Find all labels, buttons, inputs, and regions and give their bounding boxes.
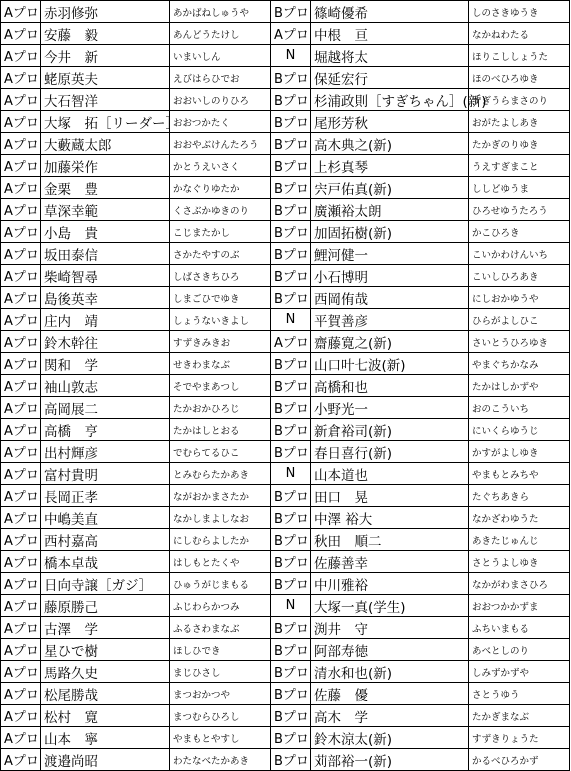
left-name-cell: 渡邉尚昭	[41, 749, 170, 771]
table-row	[1, 177, 570, 199]
right-name-cell: 中澤 裕大	[311, 507, 469, 529]
right-name-cell: 篠崎優希	[311, 1, 469, 23]
table-row	[1, 441, 570, 463]
right-rank-cell: Bプロ	[271, 67, 311, 89]
table-row	[1, 485, 570, 507]
right-name-cell: 小野光一	[311, 397, 469, 419]
left-name-cell: 大塚 拓［リーダー］	[41, 111, 170, 133]
right-kana-cell: ひろせゆうたろう	[469, 199, 570, 221]
table-row	[1, 683, 570, 705]
roster-body	[1, 1, 570, 771]
left-kana-cell: すずきみきお	[170, 331, 271, 353]
left-rank-cell: Aプロ	[1, 1, 41, 23]
table-row	[1, 419, 570, 441]
left-kana-cell: まじひさし	[170, 661, 271, 683]
right-kana-cell: ひらがよしひこ	[469, 309, 570, 331]
left-kana-cell: あかばねしゅうや	[170, 1, 271, 23]
left-name-cell: 藤原勝己	[41, 595, 170, 617]
left-rank-cell: Aプロ	[1, 89, 41, 111]
table-row	[1, 155, 570, 177]
right-rank-cell: N	[271, 45, 311, 67]
left-rank-cell: Aプロ	[1, 749, 41, 771]
left-name-cell: 大石智洋	[41, 89, 170, 111]
right-name-cell: 平賀善彦	[311, 309, 469, 331]
left-kana-cell: えびはらひでお	[170, 67, 271, 89]
table-row	[1, 727, 570, 749]
right-rank-cell: Bプロ	[271, 749, 311, 771]
left-name-cell: 坂田泰信	[41, 243, 170, 265]
left-rank-cell: Aプロ	[1, 485, 41, 507]
right-kana-cell: うえすぎまこと	[469, 155, 570, 177]
right-name-cell: 西岡侑哉	[311, 287, 469, 309]
right-rank-cell: Bプロ	[271, 683, 311, 705]
right-rank-cell: N	[271, 463, 311, 485]
right-kana-cell: やまもとみちや	[469, 463, 570, 485]
right-name-cell: 保延宏行	[311, 67, 469, 89]
right-name-cell: 阿部寿徳	[311, 639, 469, 661]
left-rank-cell: Aプロ	[1, 287, 41, 309]
left-kana-cell: いまいしん	[170, 45, 271, 67]
left-kana-cell: おおつかたく	[170, 111, 271, 133]
left-kana-cell: たかはしとおる	[170, 419, 271, 441]
right-rank-cell: Bプロ	[271, 705, 311, 727]
left-rank-cell: Aプロ	[1, 529, 41, 551]
left-name-cell: 柴崎智尋	[41, 265, 170, 287]
right-rank-cell: N	[271, 595, 311, 617]
right-name-cell: 齋藤寛之(新)	[311, 331, 469, 353]
left-name-cell: 西村嘉高	[41, 529, 170, 551]
left-name-cell: 大藪蔵太郎	[41, 133, 170, 155]
right-rank-cell: Bプロ	[271, 177, 311, 199]
right-name-cell: 加固拓樹(新)	[311, 221, 469, 243]
left-rank-cell: Aプロ	[1, 727, 41, 749]
left-rank-cell: Aプロ	[1, 67, 41, 89]
right-rank-cell: Bプロ	[271, 573, 311, 595]
left-name-cell: 日向寺譲［ガジ］	[41, 573, 170, 595]
right-rank-cell: Bプロ	[271, 1, 311, 23]
table-row	[1, 529, 570, 551]
right-kana-cell: にしおかゆうや	[469, 287, 570, 309]
left-rank-cell: Aプロ	[1, 507, 41, 529]
right-rank-cell: Bプロ	[271, 243, 311, 265]
right-kana-cell: やまぐちかなみ	[469, 353, 570, 375]
left-rank-cell: Aプロ	[1, 419, 41, 441]
right-kana-cell: たかぎのりゆき	[469, 133, 570, 155]
left-kana-cell: わたなべたかあき	[170, 749, 271, 771]
right-rank-cell: Bプロ	[271, 353, 311, 375]
right-kana-cell: かすがよしゆき	[469, 441, 570, 463]
right-name-cell: 宍戸佑真(新)	[311, 177, 469, 199]
left-kana-cell: なかしまよしなお	[170, 507, 271, 529]
right-name-cell: 杉浦政則［すぎちゃん］(新)	[311, 89, 469, 111]
left-kana-cell: まつむらひろし	[170, 705, 271, 727]
table-row	[1, 639, 570, 661]
right-name-cell: 高橋和也	[311, 375, 469, 397]
right-name-cell: 佐藤 優	[311, 683, 469, 705]
right-name-cell: 田口 晃	[311, 485, 469, 507]
right-kana-cell: すずきりょうた	[469, 727, 570, 749]
left-name-cell: 加藤栄作	[41, 155, 170, 177]
left-name-cell: 山本 寧	[41, 727, 170, 749]
left-name-cell: 蛯原英夫	[41, 67, 170, 89]
right-kana-cell: なかざわゆうた	[469, 507, 570, 529]
left-name-cell: 鈴木幹往	[41, 331, 170, 353]
right-name-cell: 清水和也(新)	[311, 661, 469, 683]
left-kana-cell: たかおかひろじ	[170, 397, 271, 419]
right-name-cell: 尾形芳秋	[311, 111, 469, 133]
right-kana-cell: ふちいまもる	[469, 617, 570, 639]
left-name-cell: 今井 新	[41, 45, 170, 67]
left-kana-cell: かとうえいさく	[170, 155, 271, 177]
right-kana-cell: おがたよしあき	[469, 111, 570, 133]
left-kana-cell: かなぐりゆたか	[170, 177, 271, 199]
table-row	[1, 221, 570, 243]
right-name-cell: 鯉河健一	[311, 243, 469, 265]
right-name-cell: 中川雅裕	[311, 573, 469, 595]
right-kana-cell: たぐちあきら	[469, 485, 570, 507]
table-row	[1, 705, 570, 727]
right-kana-cell: こいかわけんいち	[469, 243, 570, 265]
right-rank-cell: Bプロ	[271, 507, 311, 529]
left-rank-cell: Aプロ	[1, 45, 41, 67]
table-row	[1, 749, 570, 771]
right-name-cell: 苅部裕一(新)	[311, 749, 469, 771]
left-name-cell: 長岡正孝	[41, 485, 170, 507]
right-kana-cell: たかはしかずや	[469, 375, 570, 397]
right-rank-cell: Bプロ	[271, 287, 311, 309]
left-name-cell: 関和 学	[41, 353, 170, 375]
right-rank-cell: Aプロ	[271, 23, 311, 45]
right-name-cell: 秋田 順二	[311, 529, 469, 551]
right-kana-cell: あべとしのり	[469, 639, 570, 661]
right-kana-cell: こいしひろあき	[469, 265, 570, 287]
table-row	[1, 89, 570, 111]
left-name-cell: 庄内 靖	[41, 309, 170, 331]
right-name-cell: 廣瀬裕太朗	[311, 199, 469, 221]
right-rank-cell: Bプロ	[271, 155, 311, 177]
right-kana-cell: さとうゆう	[469, 683, 570, 705]
table-row	[1, 133, 570, 155]
right-rank-cell: N	[271, 309, 311, 331]
right-name-cell: 新倉裕司(新)	[311, 419, 469, 441]
left-rank-cell: Aプロ	[1, 23, 41, 45]
left-name-cell: 高橋 亨	[41, 419, 170, 441]
left-kana-cell: しばさきちひろ	[170, 265, 271, 287]
right-name-cell: 渕井 守	[311, 617, 469, 639]
table-row	[1, 265, 570, 287]
left-rank-cell: Aプロ	[1, 683, 41, 705]
right-kana-cell: なかねわたる	[469, 23, 570, 45]
table-row	[1, 45, 570, 67]
left-rank-cell: Aプロ	[1, 331, 41, 353]
left-rank-cell: Aプロ	[1, 661, 41, 683]
left-name-cell: 高岡展二	[41, 397, 170, 419]
left-rank-cell: Aプロ	[1, 397, 41, 419]
table-row	[1, 617, 570, 639]
right-kana-cell: さいとうひろゆき	[469, 331, 570, 353]
right-rank-cell: Bプロ	[271, 199, 311, 221]
left-kana-cell: ふじわらかつみ	[170, 595, 271, 617]
left-kana-cell: とみむらたかあき	[170, 463, 271, 485]
left-rank-cell: Aプロ	[1, 551, 41, 573]
right-kana-cell: にいくらゆうじ	[469, 419, 570, 441]
right-name-cell: 春日喜行(新)	[311, 441, 469, 463]
right-name-cell: 鈴木涼太(新)	[311, 727, 469, 749]
left-kana-cell: おおいしのりひろ	[170, 89, 271, 111]
table-row	[1, 507, 570, 529]
left-name-cell: 金栗 豊	[41, 177, 170, 199]
left-kana-cell: あんどうたけし	[170, 23, 271, 45]
right-kana-cell: ほりこししょうた	[469, 45, 570, 67]
right-kana-cell: しみずかずや	[469, 661, 570, 683]
right-kana-cell: ほのべひろゆき	[469, 67, 570, 89]
left-rank-cell: Aプロ	[1, 155, 41, 177]
table-row	[1, 243, 570, 265]
table-row	[1, 573, 570, 595]
table-row	[1, 463, 570, 485]
table-row	[1, 111, 570, 133]
right-name-cell: 佐藤善幸	[311, 551, 469, 573]
right-rank-cell: Bプロ	[271, 111, 311, 133]
right-name-cell: 高木典之(新)	[311, 133, 469, 155]
right-rank-cell: Bプロ	[271, 617, 311, 639]
left-rank-cell: Aプロ	[1, 309, 41, 331]
right-rank-cell: Bプロ	[271, 419, 311, 441]
right-kana-cell: おおつかかずま	[469, 595, 570, 617]
right-name-cell: 山口叶七波(新)	[311, 353, 469, 375]
left-kana-cell: ひゅうがじまもる	[170, 573, 271, 595]
table-row	[1, 397, 570, 419]
left-rank-cell: Aプロ	[1, 375, 41, 397]
table-row	[1, 595, 570, 617]
left-rank-cell: Aプロ	[1, 463, 41, 485]
left-kana-cell: しまごひでゆき	[170, 287, 271, 309]
left-name-cell: 松尾勝哉	[41, 683, 170, 705]
right-name-cell: 小石博明	[311, 265, 469, 287]
left-kana-cell: にしむらよしたか	[170, 529, 271, 551]
table-row	[1, 331, 570, 353]
left-kana-cell: さかたやすのぶ	[170, 243, 271, 265]
left-rank-cell: Aプロ	[1, 133, 41, 155]
right-rank-cell: Bプロ	[271, 89, 311, 111]
right-kana-cell: かるべひろかず	[469, 749, 570, 771]
table-row	[1, 353, 570, 375]
left-name-cell: 赤羽修弥	[41, 1, 170, 23]
left-rank-cell: Aプロ	[1, 199, 41, 221]
left-kana-cell: ながおかまさたか	[170, 485, 271, 507]
right-rank-cell: Bプロ	[271, 441, 311, 463]
left-rank-cell: Aプロ	[1, 265, 41, 287]
right-name-cell: 高木 学	[311, 705, 469, 727]
right-name-cell: 上杉真琴	[311, 155, 469, 177]
left-name-cell: 星ひで樹	[41, 639, 170, 661]
left-rank-cell: Aプロ	[1, 595, 41, 617]
right-name-cell: 大塚一真(学生)	[311, 595, 469, 617]
left-name-cell: 馬路久史	[41, 661, 170, 683]
right-kana-cell: すぎうらまさのり	[469, 89, 570, 111]
left-name-cell: 富村貴明	[41, 463, 170, 485]
right-rank-cell: Bプロ	[271, 221, 311, 243]
right-rank-cell: Bプロ	[271, 397, 311, 419]
left-name-cell: 松村 寛	[41, 705, 170, 727]
left-kana-cell: くさぶかゆきのり	[170, 199, 271, 221]
left-rank-cell: Aプロ	[1, 705, 41, 727]
right-rank-cell: Bプロ	[271, 661, 311, 683]
left-rank-cell: Aプロ	[1, 617, 41, 639]
right-kana-cell: さとうよしゆき	[469, 551, 570, 573]
right-rank-cell: Bプロ	[271, 529, 311, 551]
right-rank-cell: Bプロ	[271, 133, 311, 155]
table-row	[1, 199, 570, 221]
right-rank-cell: Bプロ	[271, 639, 311, 661]
left-rank-cell: Aプロ	[1, 639, 41, 661]
left-kana-cell: ふるさわまなぶ	[170, 617, 271, 639]
left-kana-cell: まつおかつや	[170, 683, 271, 705]
left-kana-cell: せきわまなぶ	[170, 353, 271, 375]
left-kana-cell: そでやまあつし	[170, 375, 271, 397]
right-kana-cell: ししどゆうま	[469, 177, 570, 199]
table-row	[1, 23, 570, 45]
right-kana-cell: かこひろき	[469, 221, 570, 243]
right-rank-cell: Bプロ	[271, 727, 311, 749]
left-rank-cell: Aプロ	[1, 177, 41, 199]
left-name-cell: 小島 貴	[41, 221, 170, 243]
left-kana-cell: しょうないきよし	[170, 309, 271, 331]
table-row	[1, 551, 570, 573]
right-kana-cell: あきたじゅんじ	[469, 529, 570, 551]
right-kana-cell: たかぎまなぶ	[469, 705, 570, 727]
left-kana-cell: ほしひでき	[170, 639, 271, 661]
left-name-cell: 古澤 学	[41, 617, 170, 639]
left-kana-cell: はしもとたくや	[170, 551, 271, 573]
right-kana-cell: なかがわまさひろ	[469, 573, 570, 595]
right-rank-cell: Aプロ	[271, 331, 311, 353]
left-name-cell: 出村輝彦	[41, 441, 170, 463]
table-row	[1, 375, 570, 397]
right-rank-cell: Bプロ	[271, 265, 311, 287]
left-name-cell: 袖山敦志	[41, 375, 170, 397]
left-kana-cell: おおやぶけんたろう	[170, 133, 271, 155]
left-rank-cell: Aプロ	[1, 111, 41, 133]
left-kana-cell: でむらてるひこ	[170, 441, 271, 463]
right-name-cell: 山本道也	[311, 463, 469, 485]
table-row	[1, 309, 570, 331]
left-rank-cell: Aプロ	[1, 221, 41, 243]
right-rank-cell: Bプロ	[271, 485, 311, 507]
table-row	[1, 287, 570, 309]
left-name-cell: 島後英幸	[41, 287, 170, 309]
left-rank-cell: Aプロ	[1, 441, 41, 463]
left-name-cell: 中嶋美直	[41, 507, 170, 529]
table-row	[1, 661, 570, 683]
right-kana-cell: おのこういち	[469, 397, 570, 419]
left-name-cell: 草深幸範	[41, 199, 170, 221]
left-rank-cell: Aプロ	[1, 243, 41, 265]
left-name-cell: 橋本卓哉	[41, 551, 170, 573]
right-kana-cell: しのさきゆうき	[469, 1, 570, 23]
table-row	[1, 1, 570, 23]
left-rank-cell: Aプロ	[1, 353, 41, 375]
left-kana-cell: こじまたかし	[170, 221, 271, 243]
table-row	[1, 67, 570, 89]
right-name-cell: 堀越将太	[311, 45, 469, 67]
right-rank-cell: Bプロ	[271, 551, 311, 573]
left-name-cell: 安藤 毅	[41, 23, 170, 45]
right-rank-cell: Bプロ	[271, 375, 311, 397]
left-kana-cell: やまもとやすし	[170, 727, 271, 749]
left-rank-cell: Aプロ	[1, 573, 41, 595]
right-name-cell: 中根 亘	[311, 23, 469, 45]
